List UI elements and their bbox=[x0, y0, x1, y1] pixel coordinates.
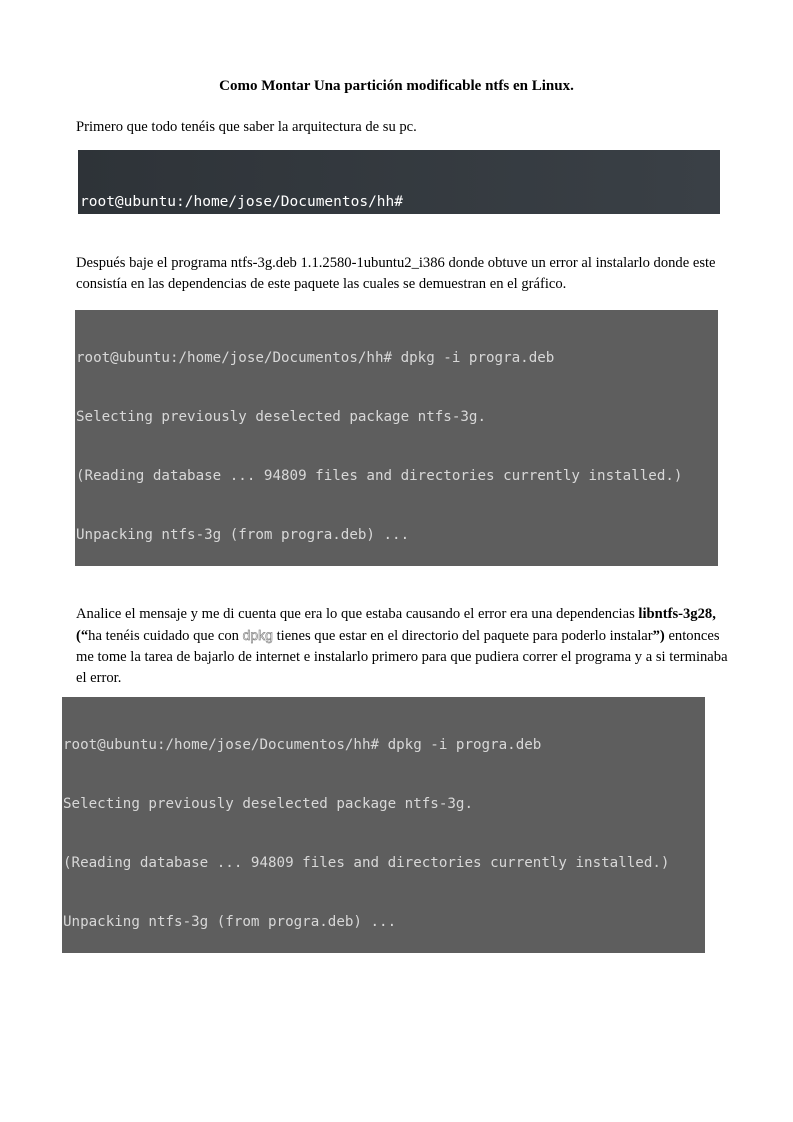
terminal-line: root@ubuntu:/home/jose/Documentos/hh# bbox=[80, 194, 404, 210]
terminal-line: root@ubuntu:/home/jose/Documentos/hh# dpkg -i progra.deb bbox=[76, 350, 555, 367]
analysis-intro: Analice el mensaje y me di cuenta que era lo que estaba causando el error era una dependencias bbox=[76, 606, 639, 622]
paragraph-download: Después baje el programa ntfs-3g.deb 1.1.2580-1ubuntu2_i386 donde obtuve un error al instalarlo donde este consistía en las dependencias de este paquete las cuales se demuestran en el gráfico. bbox=[76, 255, 716, 292]
analysis-quote-start: ha tenéis cuidado que con bbox=[88, 628, 243, 644]
terminal-error-output-2 bbox=[62, 697, 705, 953]
terminal-line: root@ubuntu:/home/jose/Documentos/hh# dpkg -i progra.deb bbox=[63, 737, 542, 754]
terminal-line: Unpacking ntfs-3g (from progra.deb) ... bbox=[76, 526, 410, 543]
terminal-error-output-1 bbox=[75, 310, 718, 566]
paragraph-analysis bbox=[76, 604, 736, 689]
document-title: Como Montar Una partición modificable ntfs en Linux. bbox=[219, 78, 574, 94]
terminal-line: Unpacking ntfs-3g (from progra.deb) ... bbox=[63, 913, 397, 930]
analysis-quote-end: tienes que estar en el directorio del paquete para poderlo instalar bbox=[272, 628, 653, 644]
terminal-line: (Reading database ... 94809 files and directories currently installed.) bbox=[76, 467, 683, 484]
terminal-line: (Reading database ... 94809 files and directories currently installed.) bbox=[63, 854, 670, 871]
terminal-line: Selecting previously deselected package ntfs-3g. bbox=[63, 795, 473, 812]
analysis-package-name: libntfs-3g28,(“ bbox=[76, 606, 716, 644]
terminal-line: Selecting previously deselected package ntfs-3g. bbox=[76, 408, 486, 425]
analysis-quote-close: ”) bbox=[652, 628, 665, 644]
paragraph-architecture: Primero que todo tenéis que saber la arquitectura de su pc. bbox=[76, 119, 417, 135]
dpkg-wordart: dpkg bbox=[242, 627, 273, 643]
analysis-ending: entonces me tome la tarea de bajarlo de internet e instalarlo primero para que pudiera correr el programa y a si terminaba el error. bbox=[76, 628, 728, 686]
terminal-architecture bbox=[78, 150, 720, 214]
